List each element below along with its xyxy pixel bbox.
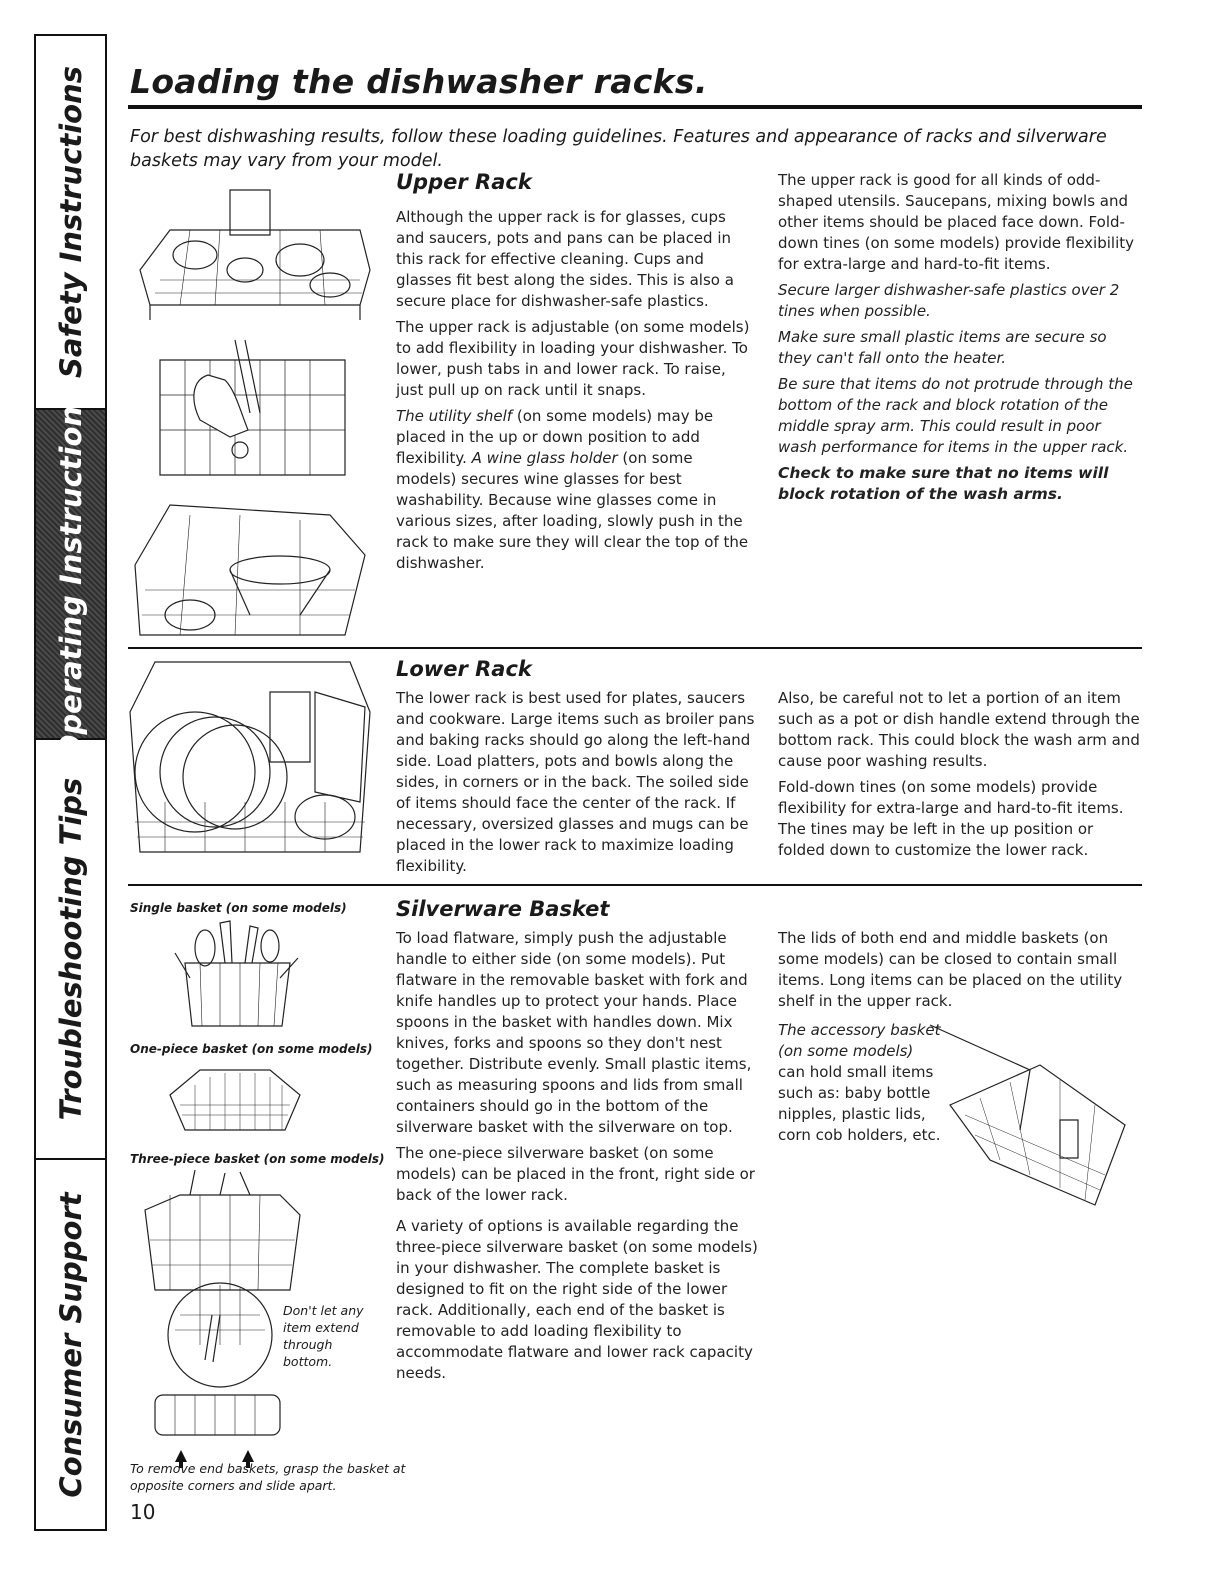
- tab-label: Safety Instructions: [53, 66, 88, 378]
- page-title: Loading the dishwasher racks.: [130, 62, 708, 101]
- term-utility-shelf: The utility shelf: [396, 407, 513, 425]
- lower-rack-body-left: [396, 688, 761, 882]
- tab-operating-instructions[interactable]: [36, 388, 105, 760]
- lower-rack-illustration: [125, 652, 375, 877]
- page-number: 10: [130, 1500, 156, 1524]
- lower-rack-heading: Lower Rack: [396, 657, 532, 681]
- silverware-paragraph: The lids of both end and middle baskets (on some models) can be closed to contain small items. Long items can be placed on the utility shelf in the upper rack.: [778, 929, 1123, 1010]
- section-divider: [128, 884, 1142, 886]
- upper-rack-paragraph: The upper rack is adjustable (on some models) to add flexibility in loading your dishwasher. To lower, push tabs in and lower rack. To raise, just pull up on rack until it snaps.: [396, 318, 750, 399]
- accessory-basket-text: [778, 1020, 943, 1146]
- silverware-body-right: [778, 928, 1143, 1017]
- text-span: can hold small items such as: baby bottle nipples, plastic lids, corn cob holders, etc.: [778, 1063, 941, 1144]
- upper-rack-paragraph: The upper rack is good for all kinds of odd-shaped utensils. Saucepans, mixing bowls and other items should be placed face down. Fold-down tines (on some models) provide flexibility for extra-large and hard-to-fit items.: [778, 171, 1134, 273]
- caption-single-basket: Single basket (on some models): [130, 901, 347, 915]
- upper-rack-paragraph: Although the upper rack is for glasses, cups and saucers, pots and pans can be placed in this rack for effective cleaning. Cups and glasses fit best along the sides. This is also a secure place for dishwasher-safe plastics.: [396, 208, 734, 310]
- one-piece-basket-illustration: [160, 1065, 310, 1140]
- lower-rack-paragraph: Fold-down tines (on some models) provide flexibility for extra-large and hard-to-fit items. The tines may be left in the up position or folded down to customize the lower rack.: [778, 778, 1124, 859]
- silverware-heading: Silverware Basket: [396, 897, 610, 921]
- upper-rack-illustrations: [130, 175, 375, 640]
- accessory-basket-illustration: [920, 1020, 1135, 1210]
- intro-text: For best dishwashing results, follow these loading guidelines. Features and appearance of racks and silverware baskets may vary from your model.: [130, 127, 1107, 171]
- silverware-paragraph: A variety of options is available regarding the three-piece silverware basket (on some models) in your dishwasher. The complete basket is designed to fit on the right side of the lower rack. Additionally, each end of the basket is removable to add loading flexibility to accommodate flatware and lower rack capacity needs.: [396, 1217, 758, 1382]
- silverware-paragraph: To load flatware, simply push the adjustable handle to either side (on some models). Put flatware in the removable basket with fork and knife handles up to protect your hands. Place spoons in the basket with handles down. Mix knives, forks and spoons so they don't nest together. Distribute evenly. Small plastic items, such as measuring spoons and lids from small containers should go in the bottom of the silverware basket with the silverware on top.: [396, 929, 752, 1136]
- remove-end-baskets-note: To remove end baskets, grasp the basket at opposite corners and slide apart.: [130, 1461, 406, 1493]
- lower-rack-body-right: [778, 688, 1143, 866]
- term-accessory-basket: The accessory basket (on some models): [778, 1021, 941, 1060]
- upper-rack-paragraph: [396, 406, 751, 574]
- lower-rack-paragraph: The lower rack is best used for plates, saucers and cookware. Large items such as broiler pans and baking racks should go along the left-hand side. Load platters, pots and bowls along the sides, in corners or in the back. The soiled side of items should face the center of the rack. If necessary, oversized glasses and mugs can be placed in the lower rack to maximize loading flexibility.: [396, 689, 755, 875]
- tab-label: Operating Instructions: [53, 388, 88, 760]
- single-basket-illustration: [170, 918, 305, 1030]
- tab-safety-instructions[interactable]: [36, 36, 105, 410]
- callout-dont-let-item-extend: Don't let any item extend through bottom.: [283, 1303, 364, 1369]
- silverware-body-left: [396, 928, 761, 1389]
- upper-rack-warning: Check to make sure that no items will block rotation of the wash arms.: [778, 464, 1109, 503]
- tab-label: Troubleshooting Tips: [53, 777, 88, 1121]
- tab-label: Consumer Support: [53, 1191, 88, 1498]
- upper-rack-note: Be sure that items do not protrude through the bottom of the rack and block rotation of the middle spray arm. This could result in poor wash performance for items in the upper rack.: [778, 375, 1133, 456]
- caption-one-piece-basket: One-piece basket (on some models): [130, 1042, 373, 1056]
- text-span: (on some models) secures wine glasses for best washability. Because wine glasses come in various sizes, after loading, slowly push in the rack to make sure they will clear the top of the dishwasher.: [396, 449, 749, 572]
- upper-rack-note: Make sure small plastic items are secure so they can't fall onto the heater.: [778, 328, 1107, 367]
- upper-rack-body-right: [778, 170, 1143, 510]
- section-tab-bar: [34, 34, 107, 1531]
- section-divider: [128, 647, 1142, 649]
- tab-consumer-support[interactable]: [36, 1160, 105, 1529]
- tab-troubleshooting-tips[interactable]: [36, 740, 105, 1160]
- silverware-paragraph: The one-piece silverware basket (on some models) can be placed in the front, right side or back of the lower rack.: [396, 1144, 755, 1204]
- title-rule: [128, 105, 1142, 109]
- upper-rack-note: Secure larger dishwasher-safe plastics over 2 tines when possible.: [778, 281, 1120, 320]
- text-span: (on some models) may be placed in the up or down position to add flexibility.: [396, 407, 714, 467]
- upper-rack-heading: Upper Rack: [396, 170, 532, 194]
- caption-three-piece-basket: Three-piece basket (on some models): [130, 1152, 385, 1166]
- term-wine-glass-holder: A wine glass holder: [471, 449, 618, 467]
- upper-rack-body-left: [396, 207, 751, 579]
- lower-rack-paragraph: Also, be careful not to let a portion of an item such as a pot or dish handle extend through the bottom rack. This could block the wash arm and cause poor washing results.: [778, 689, 1140, 770]
